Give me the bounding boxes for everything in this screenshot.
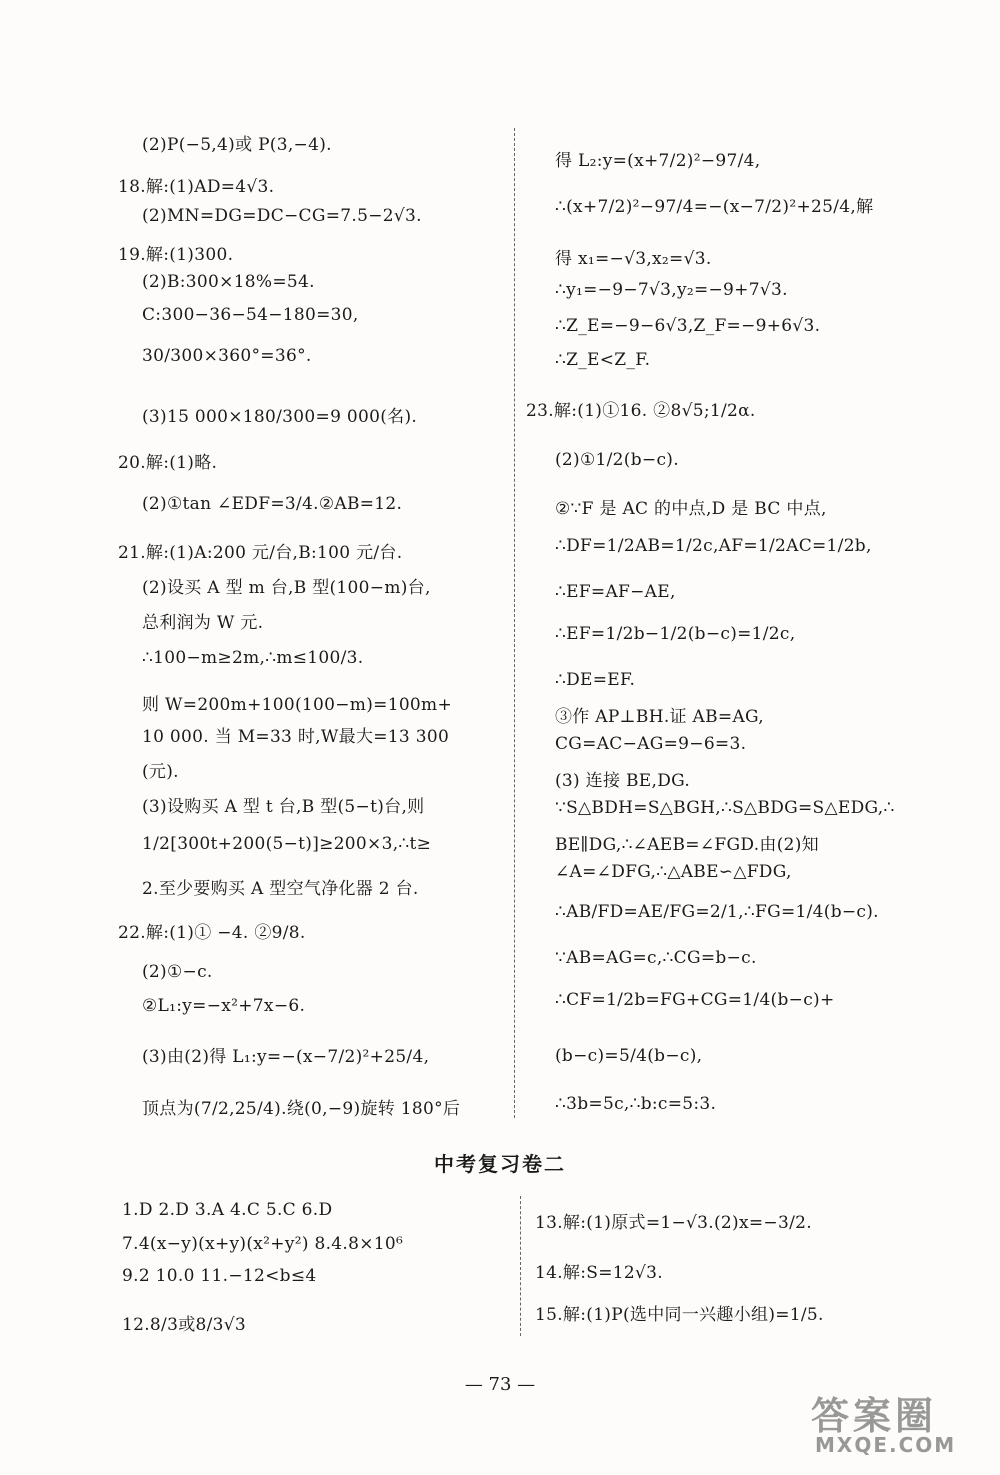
text-line: ∴Z_E<Z_F. (555, 350, 651, 370)
text-line: 22.解:(1)① −4. ②9/8. (118, 923, 306, 943)
text-line: BE∥DG,∴∠AEB=∠FGD.由(2)知 (555, 835, 819, 855)
text-line: (2)①1/2(b−c). (555, 450, 679, 470)
section-title: 中考复习卷二 (434, 1152, 566, 1176)
watermark-url: MXQE.COM (815, 1433, 957, 1457)
text-line: 10 000. 当 M=33 时,W最大=13 300 (142, 727, 450, 747)
text-line: 得 L₂:y=(x+7/2)²−97/4, (555, 151, 761, 171)
text-line: 2.至少要购买 A 型空气净化器 2 台. (142, 879, 419, 899)
text-line: ∴CF=1/2b=FG+CG=1/4(b−c)+ (555, 990, 835, 1010)
text-line: (3)15 000×180/300=9 000(名). (142, 407, 418, 427)
column-divider (520, 1196, 521, 1336)
text-line: 1/2[300t+200(5−t)]≥200×3,∴t≥ (142, 834, 432, 854)
text-line: 总利润为 W 元. (142, 613, 264, 633)
text-line: 21.解:(1)A:200 元/台,B:100 元/台. (118, 543, 403, 563)
text-line: 则 W=200m+100(100−m)=100m+ (142, 695, 453, 715)
text-line: (b−c)=5/4(b−c), (555, 1046, 703, 1066)
text-line: ∴DF=1/2AB=1/2c,AF=1/2AC=1/2b, (555, 536, 872, 556)
text-line: 14.解:S=12√3. (535, 1263, 663, 1283)
text-line: ∴(x+7/2)²−97/4=−(x−7/2)²+25/4,解 (555, 197, 874, 217)
text-line: (元). (142, 762, 179, 782)
text-line: ②∵F 是 AC 的中点,D 是 BC 中点, (555, 499, 827, 519)
text-line: 7.4(x−y)(x+y)(x²+y²) 8.4.8×10⁶ (122, 1234, 404, 1254)
text-line: 12.8/3或8/3√3 (122, 1315, 247, 1335)
text-line: 9.2 10.0 11.−12<b≤4 (122, 1266, 317, 1286)
text-line: ∴Z_E=−9−6√3,Z_F=−9+6√3. (555, 316, 821, 336)
text-line: 20.解:(1)略. (118, 453, 218, 473)
text-line: (2)P(−5,4)或 P(3,−4). (142, 135, 332, 155)
text-line: 13.解:(1)原式=1−√3.(2)x=−3/2. (535, 1213, 812, 1233)
text-line: ③作 AP⊥BH.证 AB=AG, (555, 707, 765, 727)
text-line: ②L₁:y=−x²+7x−6. (142, 996, 306, 1016)
text-line: ∵S△BDH=S△BGH,∴S△BDG=S△EDG,∴ (555, 798, 895, 818)
text-line: ∴DE=EF. (555, 670, 636, 690)
text-line: 30/300×360°=36°. (142, 346, 312, 366)
text-line: ∴100−m≥2m,∴m≤100/3. (142, 648, 364, 668)
text-line: 18.解:(1)AD=4√3. (118, 177, 275, 197)
page-number: — 73 — (464, 1374, 536, 1395)
text-line: 得 x₁=−√3,x₂=√3. (555, 249, 712, 269)
text-line: (3) 连接 BE,DG. (555, 771, 691, 791)
text-line: 23.解:(1)①16. ②8√5;1/2α. (526, 401, 756, 421)
text-line: (3)由(2)得 L₁:y=−(x−7/2)²+25/4, (142, 1047, 430, 1067)
text-line: CG=AC−AG=9−6=3. (555, 734, 747, 754)
text-line: 19.解:(1)300. (118, 245, 234, 265)
text-line: (2)设买 A 型 m 台,B 型(100−m)台, (142, 578, 431, 598)
text-line: ∴y₁=−9−7√3,y₂=−9+7√3. (555, 280, 788, 300)
text-line: ∵AB=AG=c,∴CG=b−c. (555, 948, 757, 968)
text-line: (2)MN=DG=DC−CG=7.5−2√3. (142, 206, 422, 226)
column-divider (514, 128, 515, 1118)
text-line: (2)①tan ∠EDF=3/4.②AB=12. (142, 494, 403, 514)
text-line: (2)B:300×18%=54. (142, 272, 315, 292)
text-line: (3)设购买 A 型 t 台,B 型(5−t)台,则 (142, 797, 425, 817)
text-line: ∴EF=AF−AE, (555, 582, 676, 602)
text-line: ∴AB/FD=AE/FG=2/1,∴FG=1/4(b−c). (555, 902, 879, 922)
watermark-text: 答案圈 (811, 1394, 938, 1438)
text-line: ∴3b=5c,∴b:c=5:3. (555, 1094, 717, 1114)
text-line: (2)①−c. (142, 962, 213, 982)
text-line: 1.D 2.D 3.A 4.C 5.C 6.D (122, 1200, 333, 1220)
text-line: ∠A=∠DFG,∴△ABE∽△FDG, (555, 862, 792, 882)
text-line: 顶点为(7/2,25/4).绕(0,−9)旋转 180°后 (142, 1099, 461, 1119)
text-line: 15.解:(1)P(选中同一兴趣小组)=1/5. (535, 1305, 824, 1325)
text-line: ∴EF=1/2b−1/2(b−c)=1/2c, (555, 624, 796, 644)
watermark-logo (803, 1385, 978, 1463)
text-line: C:300−36−54−180=30, (142, 305, 359, 325)
